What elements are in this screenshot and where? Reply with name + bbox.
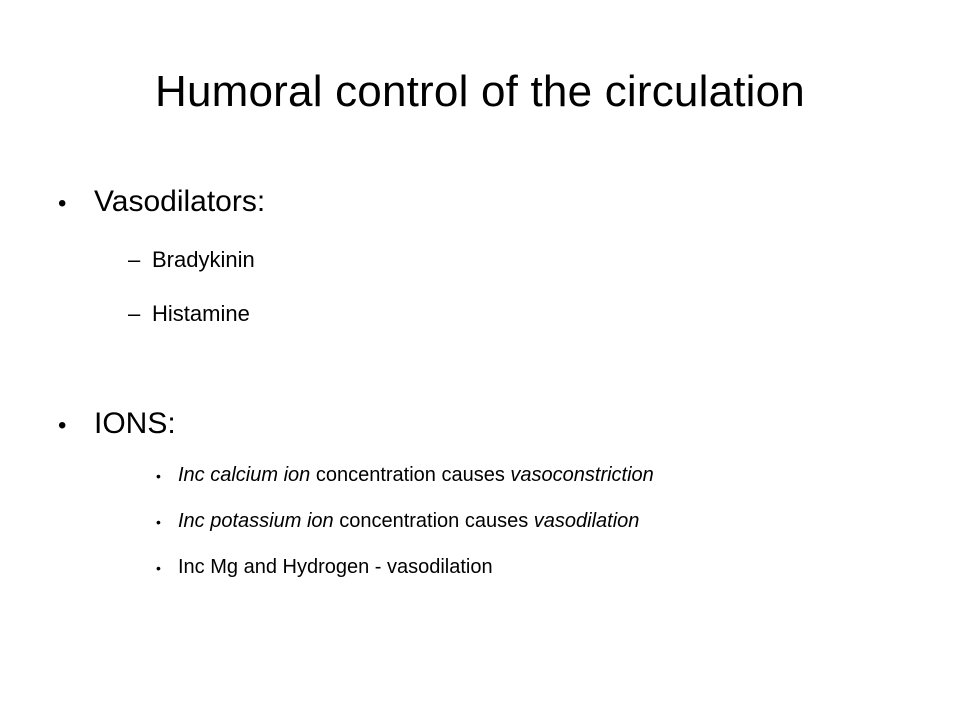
sub-bullet-text: [178, 462, 654, 488]
italic-term: Inc calcium ion: [178, 464, 311, 486]
sub-bullet-dot: •: [156, 560, 161, 576]
sub-bullet-text: [178, 508, 639, 534]
sub-bullet-text: Histamine: [152, 301, 250, 326]
slide-title: Humoral control of the circulation: [155, 67, 805, 116]
italic-term: Inc potassium ion: [178, 510, 334, 532]
sub-bullet-dash: –: [128, 247, 141, 272]
sub-bullet-histamine: [128, 300, 250, 328]
sub-bullet-dot: •: [156, 468, 161, 484]
sub-bullet-text: Bradykinin: [152, 247, 255, 272]
plain-text: concentration causes: [310, 464, 511, 486]
sub-bullet-bradykinin: [128, 246, 255, 274]
bullet-heading: Vasodilators:: [94, 185, 266, 218]
sub-bullet-mg-hydrogen: [156, 554, 493, 581]
plain-text: concentration causes: [333, 510, 534, 532]
italic-term: vasoconstriction: [510, 464, 654, 486]
bullet-ions: [58, 406, 176, 444]
italic-term: vasodilation: [533, 510, 640, 532]
bullet-dot: •: [58, 412, 67, 439]
bullet-vasodilators: [58, 184, 265, 222]
sub-bullet-calcium: [156, 462, 654, 489]
bullet-dot: •: [58, 190, 67, 217]
sub-bullet-text: Inc Mg and Hydrogen - vasodilation: [178, 556, 493, 578]
sub-bullet-dot: •: [156, 514, 161, 530]
bullet-heading: IONS:: [94, 407, 176, 440]
sub-bullet-potassium: [156, 508, 639, 535]
sub-bullet-dash: –: [128, 301, 141, 326]
